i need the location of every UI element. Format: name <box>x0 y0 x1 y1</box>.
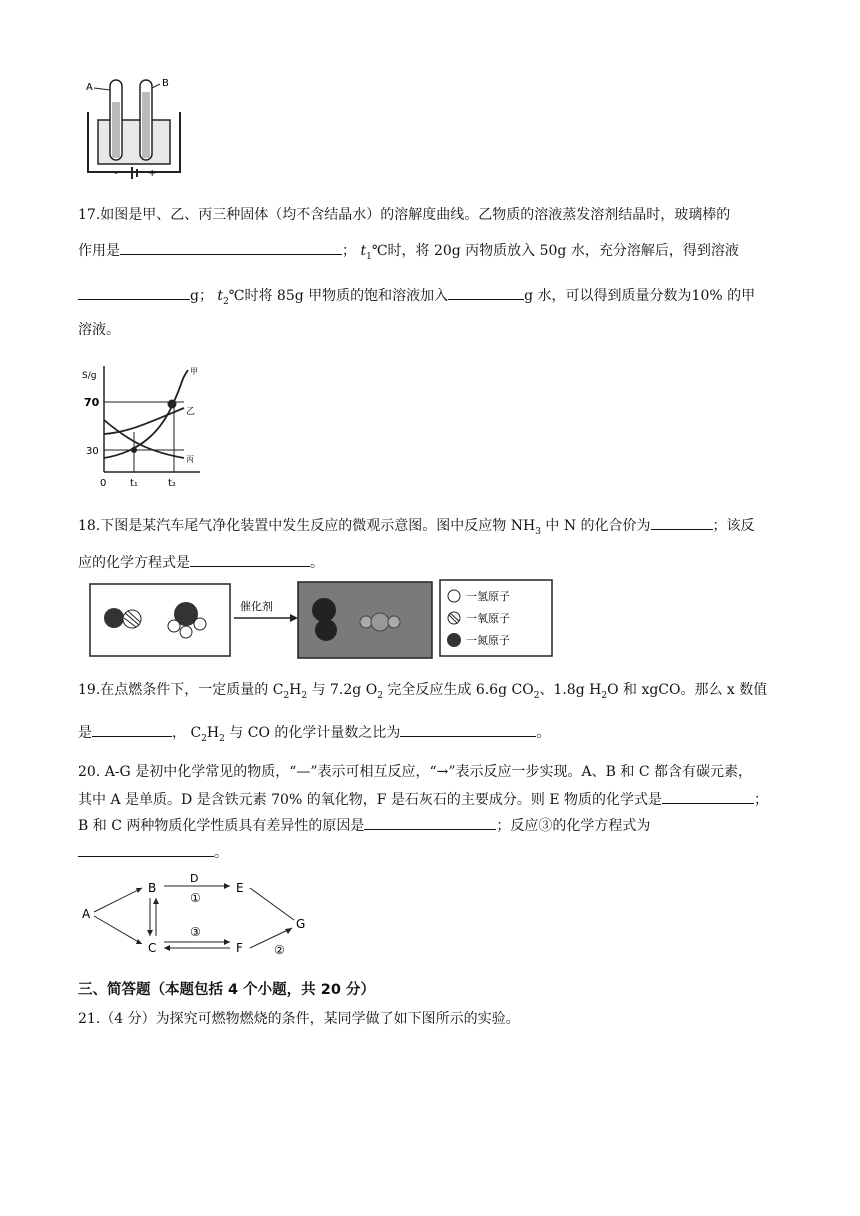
q20-line1: 20. A-G 是初中化学常见的物质，“—”表示可相互反应，“→”表示反应一步实现。A、B 和 C 都含有碳元素， <box>78 764 753 780</box>
answer-blank[interactable] <box>190 552 310 567</box>
q17-line1: 17.如图是甲、乙、丙三种固体（均不含结晶水）的溶解度曲线。乙物质的溶液蒸发溶剂结晶时，玻璃棒的 <box>78 207 731 223</box>
q17-line2: 作用是 ； $t_1℃$时，将 20g 丙物质放入 50g 水，充分溶解后，得到溶液 <box>78 240 739 267</box>
tick-70: 70 <box>84 396 100 409</box>
answer-blank[interactable] <box>92 722 172 737</box>
node-g: G <box>296 917 306 931</box>
tick-t1: t₁ <box>130 478 138 489</box>
tick-0: 0 <box>100 478 107 489</box>
node-e: E <box>236 881 244 895</box>
tick-t2: t₂ <box>168 478 176 489</box>
solubility-figure <box>80 362 210 492</box>
q18-line1: 18.下图是某汽车尾气净化装置中发生反应的微观示意图。图中反应物 $NH_3$ 中 N 的化合价为 ；该反 <box>78 515 755 542</box>
node-c: C <box>148 941 157 955</box>
legend-hydrogen: 一氢原子 <box>466 590 510 603</box>
q20-line2: 其中 A 是单质。D 是含铁元素 70% 的氧化物，F 是石灰石的主要成分。则 E 物质的化学式是 ； <box>78 789 768 810</box>
electrolysis-figure <box>84 72 184 187</box>
q20-line4: 。 <box>78 842 228 863</box>
label-b: B <box>162 78 169 89</box>
reaction-3: ③ <box>190 925 201 939</box>
q20-line3: B 和 C 两种物质化学性质具有差异性的原因是 ；反应③的化学方程式为 <box>78 815 650 836</box>
label-a: A <box>86 82 93 93</box>
legend-nitrogen: 一氮原子 <box>466 634 510 647</box>
node-a: A <box>82 907 91 921</box>
tick-30: 30 <box>86 446 99 457</box>
network-figure <box>78 870 314 962</box>
curve-label-bing: 丙 <box>186 455 194 464</box>
reaction-1: ① <box>190 891 201 905</box>
reagent-d: D <box>190 872 199 885</box>
catalyst-label: 催化剂 <box>240 600 273 613</box>
solubility-ylabel: S/g <box>82 371 97 381</box>
answer-blank[interactable] <box>651 515 713 530</box>
q18-line2: 应的化学方程式是 。 <box>78 552 324 573</box>
node-f: F <box>236 941 243 955</box>
node-b: B <box>148 881 157 895</box>
legend-oxygen: 一氧原子 <box>466 612 510 625</box>
answer-blank[interactable] <box>448 285 524 300</box>
q17-line4: 溶液。 <box>78 322 120 338</box>
answer-blank[interactable] <box>78 842 214 857</box>
reaction-2: ② <box>274 943 285 957</box>
q19-line1: 19.在点燃条件下，一定质量的 $C_2H_2$ 与 7.2g $O_2$ 完全反应生成 6.6g $CO_2$、1.8g $H_2O$ 和 xgCO。那么 x 数值 <box>78 682 768 701</box>
answer-blank[interactable] <box>120 240 342 255</box>
curve-label-jia: 甲 <box>190 367 198 376</box>
q21-line: 21.（4 分）为探究可燃物燃烧的条件，某同学做了如下图所示的实验。 <box>78 1011 520 1027</box>
answer-blank[interactable] <box>364 815 496 830</box>
curve-label-yi: 乙 <box>186 407 196 417</box>
answer-blank[interactable] <box>662 789 754 804</box>
answer-blank[interactable] <box>78 285 190 300</box>
section-heading: 三、简答题（本题包括 4 个小题，共 20 分） <box>78 982 375 998</box>
answer-blank[interactable] <box>400 722 536 737</box>
battery-plus: + <box>148 168 157 179</box>
q19-line2: 是 ， $C_2H_2$ 与 CO 的化学计量数之比为 。 <box>78 722 550 749</box>
q17-line3: g； $t_2℃$时将 85g 甲物质的饱和溶液加入 g 水，可以得到质量分数为10% 的甲 <box>78 285 755 312</box>
battery-minus: - <box>114 168 118 179</box>
reaction-figure <box>88 578 558 660</box>
